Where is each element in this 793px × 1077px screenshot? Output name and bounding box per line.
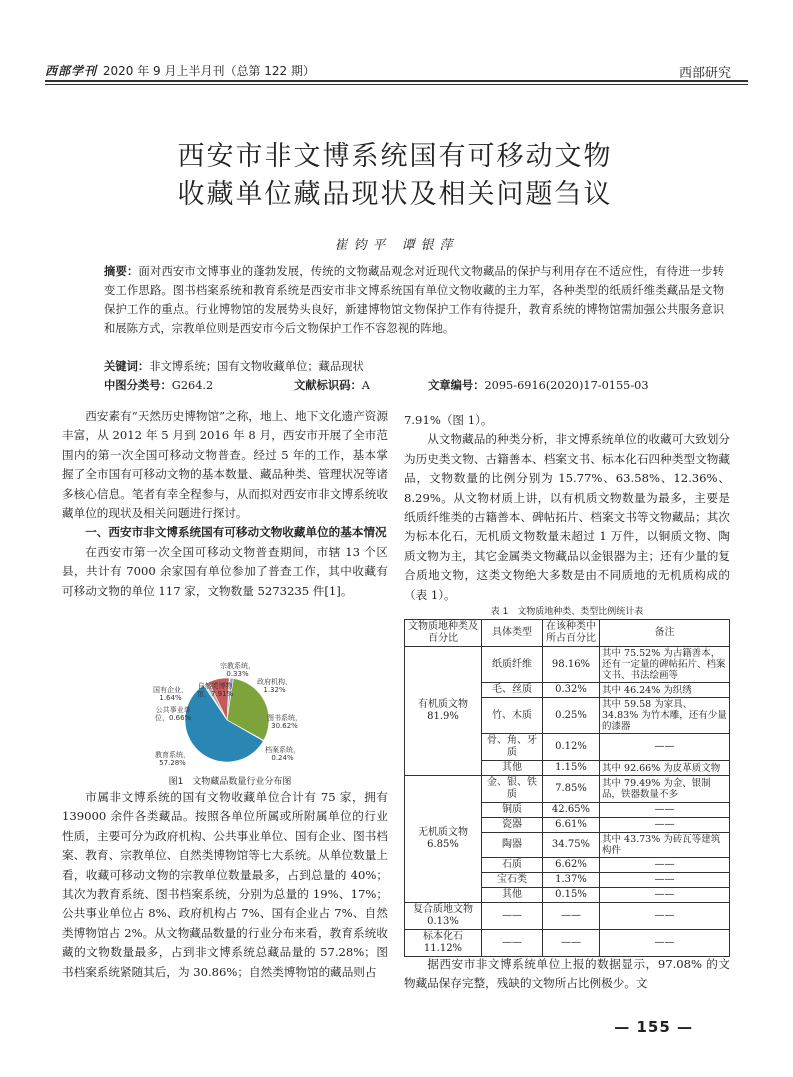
paragraph: 西安素有“天然历史博物馆”之称，地上、地下文化遗产资源丰富，从 2012 年 5 月到 2016 年 8 月，西安市开展了全市范围内的第一次全国可移动文物普查。经过 5 年的工作，基本掌握了全市国有可移动文物的基本数量、藏品种类、管理状况等诸多核心信息。笔者有幸全程参与，从而拟对西安市非文博系统收藏单位的现状及相关问题进行探讨。 [62, 409, 388, 521]
table-cell: 其中 43.73% 为砖瓦等建筑构件 [600, 833, 730, 858]
table-1 [404, 619, 730, 957]
table-cell: 98.16% [543, 647, 600, 683]
paragraph: 7.91%（图 1）。 [404, 413, 493, 427]
clc-code: G264.2 [171, 379, 214, 392]
table-cell: —— [482, 930, 543, 957]
article-no-label: 文章编号： [428, 379, 485, 392]
section-name: 西部研究 [678, 66, 731, 81]
journal-logo: 西部学刊 [45, 64, 98, 78]
section-heading: 一、西安市非文博系统国有可移动文物收藏单位的基本情况 [85, 525, 387, 540]
table-cell: —— [600, 873, 730, 888]
table-cell: 0.25% [543, 698, 600, 734]
table-cell: 6.62% [543, 858, 600, 873]
keywords-label: 关键词： [104, 360, 150, 373]
table-row [405, 930, 730, 957]
pie-label-government: 政府机构， 1.32% [257, 678, 292, 694]
header-rule-thin [45, 84, 748, 85]
right-column-top [404, 411, 730, 605]
classification-line [104, 376, 649, 395]
paragraph: 从文物藏品的种类分析，非文博系统单位的收藏可大致划分为历史类文物、古籍善本、档案文书、标本化石四种类型文物藏品，文物数量的比例分别为 15.77%、63.58%、12.36%、8.29%。从文物材质上讲，以有机质文物数量为最多，主要是纸质纤维类的古籍善本、碑帖拓片、档案文书等文物藏品；其次为标本化石，无机质文物数量未超过 1 万件，以铜质文物、陶质文物为主，其它金属类文物藏品以金银器为主；还有少量的复合质地文物，这类文物绝大多数是由不同质地的无机质构成的（表 1）。 [404, 432, 730, 602]
table-row [405, 647, 730, 683]
table-cell: 其中 79.49% 为金、银制品，铁器数量不多 [600, 776, 730, 803]
abstract-text: 面对西安市文博事业的蓬勃发展，传统的文物藏品观念对近现代文物藏品的保护与利用存在不适应性，有待进一步转变工作思路。图书档案系统和教育系统是西安市非文博系统国有单位文物收藏的主力军，各种类型的纸质纤维类藏品是文物保护工作的重点。行业博物馆的发展势头良好，新建博物馆文物保护工作有待提升，教育系统的博物馆需加强公共服务意识和展陈方式，宗教单位则是西安市今后文物保护工作不容忽视的阵地。 [104, 265, 724, 335]
pie-label-public: 公共事业单 位，0.66% [155, 706, 192, 722]
clc-label: 中图分类号： [104, 379, 172, 392]
pie-label-enterprise: 国有企业， 1.64% [153, 686, 188, 702]
table-cell: 34.75% [543, 833, 600, 858]
table-cell: —— [482, 903, 543, 930]
table-cell: 6.61% [543, 818, 600, 833]
table-group-cell: 无机质文物 6.85% [405, 776, 482, 903]
table-cell: 其中 46.24% 为织绣 [600, 683, 730, 698]
doc-code: A [361, 379, 370, 392]
table-group-cell: 标本化石 11.12% [405, 930, 482, 957]
table-cell: 竹、木质 [482, 698, 543, 734]
paragraph: 市属非文博系统的国有文物收藏单位合计有 75 家，拥有 139000 余件各类藏品。按照各单位所属或所附属单位的行业性质，主要可分为政府机构、公共事业单位、国有企业、图书档案、教育、宗教单位、自然类博物馆等七大系统。从单位数量上看，收藏可移动文物的宗教单位数量最多，占到总量的 40%；其次为教育系统、图书档案系统，分别为总量的 19%、17%；公共事业单位占 8%、政府机构占 7%、国有企业占 7%、自然类博物馆占 2%。从文物藏品数量的行业分布来看，教育系统收藏的文物数量最多，占到非文博系统总藏品量的 57.28%；图书档案系统紧随其后，为 30.86%；自然类博物馆的藏品则占 [62, 790, 388, 979]
table-cell: 其中 59.58 为家具、34.83% 为竹木雕，还有少量的漆器 [600, 698, 730, 734]
table-cell: —— [600, 888, 730, 903]
article-no: 2095-6916(2020)17-0155-03 [484, 379, 649, 392]
table-cell: —— [600, 734, 730, 761]
table-header-cell: 具体类型 [482, 620, 543, 647]
table-cell: 纸质纤维 [482, 647, 543, 683]
table-cell: —— [600, 903, 730, 930]
table-cell: 0.12% [543, 734, 600, 761]
table-cell: —— [543, 903, 600, 930]
table-cell: —— [543, 930, 600, 957]
table-cell: 其他 [482, 888, 543, 903]
pie-label-library: 图书系统， 30.62% [267, 714, 302, 730]
journal-header [45, 62, 315, 79]
table-group-cell: 复合质地文物 0.13% [405, 903, 482, 930]
table-header-row [405, 620, 730, 647]
pie-label-education: 教育系统， 57.28% [155, 751, 190, 767]
table-cell: 7.85% [543, 776, 600, 803]
table-cell: —— [600, 930, 730, 957]
left-column-top [62, 407, 388, 601]
table-row [405, 776, 730, 803]
table-cell: 金、银、铁质 [482, 776, 543, 803]
left-column-bottom [62, 788, 388, 982]
abstract-label: 摘要： [104, 265, 139, 278]
table-header-cell: 文物质地种类及百分比 [405, 620, 482, 647]
pie-label-religion: 宗教系统， 0.33% [220, 662, 255, 678]
table-group-cell: 有机质文物 81.9% [405, 647, 482, 776]
doc-label: 文献标识码： [294, 379, 362, 392]
title-line-1: 西安市非文博系统国有可移动文物 [177, 141, 613, 172]
table-cell: 其他 [482, 761, 543, 776]
table-cell: —— [600, 858, 730, 873]
table-cell: 宝石类 [482, 873, 543, 888]
table-cell: 毛、丝质 [482, 683, 543, 698]
keywords [104, 357, 364, 376]
abstract [104, 262, 724, 338]
pie-label-natural: 自然类博物 馆，7.91% [197, 682, 234, 698]
pie-label-archive: 档案系统， 0.24% [265, 746, 300, 762]
table-row [405, 903, 730, 930]
table-cell: 其中 92.66% 为皮革质文物 [600, 761, 730, 776]
table-cell: 42.65% [543, 803, 600, 818]
keywords-text: 非文博系统；国有文物收藏单位；藏品现状 [149, 360, 364, 373]
header-rule [45, 80, 748, 82]
table-cell: 1.37% [543, 873, 600, 888]
table-cell: 石质 [482, 858, 543, 873]
table-cell: —— [600, 803, 730, 818]
figure-1-pie [145, 656, 310, 791]
paragraph: 在西安市第一次全国可移动文物普查期间，市辖 13 个区县，共计有 7000 余家国有单位参加了普查工作，其中收藏有可移动文物的单位 117 家，文物数量 5273235 件[1]。 [62, 544, 388, 598]
table-cell: 瓷器 [482, 818, 543, 833]
table-cell: 其中 75.52% 为古籍善本，还有一定量的碑帖拓片、档案文书、书法绘画等 [600, 647, 730, 683]
title-line-2: 收藏单位藏品现状及相关问题刍议 [177, 179, 613, 210]
table-cell: 陶器 [482, 833, 543, 858]
table-cell: 骨、角、牙质 [482, 734, 543, 761]
table-header-cell: 备注 [600, 620, 730, 647]
paragraph: 据西安市非文博系统单位上报的数据显示，97.08% 的文物藏品保存完整，残缺的文物所占比例极少。文 [404, 957, 730, 991]
page-number: — 155 — [614, 1018, 693, 1036]
issue-info: 2020 年 9 月上半月刊（总第 122 期） [102, 64, 315, 78]
table-cell: —— [600, 818, 730, 833]
right-column-bottom [404, 955, 730, 994]
table-cell: 0.15% [543, 888, 600, 903]
authors: 崔钧平 谭银萍 [334, 238, 459, 253]
table-cell: 1.15% [543, 761, 600, 776]
table-cell: 0.32% [543, 683, 600, 698]
table-1-caption: 表 1 文物质地种类、类型比例统计表 [490, 607, 644, 617]
figure-1-caption: 图1 文物藏品数量行业分布图 [168, 777, 292, 787]
table-header-cell: 在该种类中所占百分比 [543, 620, 600, 647]
article-title [60, 138, 730, 214]
table-cell: 铜质 [482, 803, 543, 818]
